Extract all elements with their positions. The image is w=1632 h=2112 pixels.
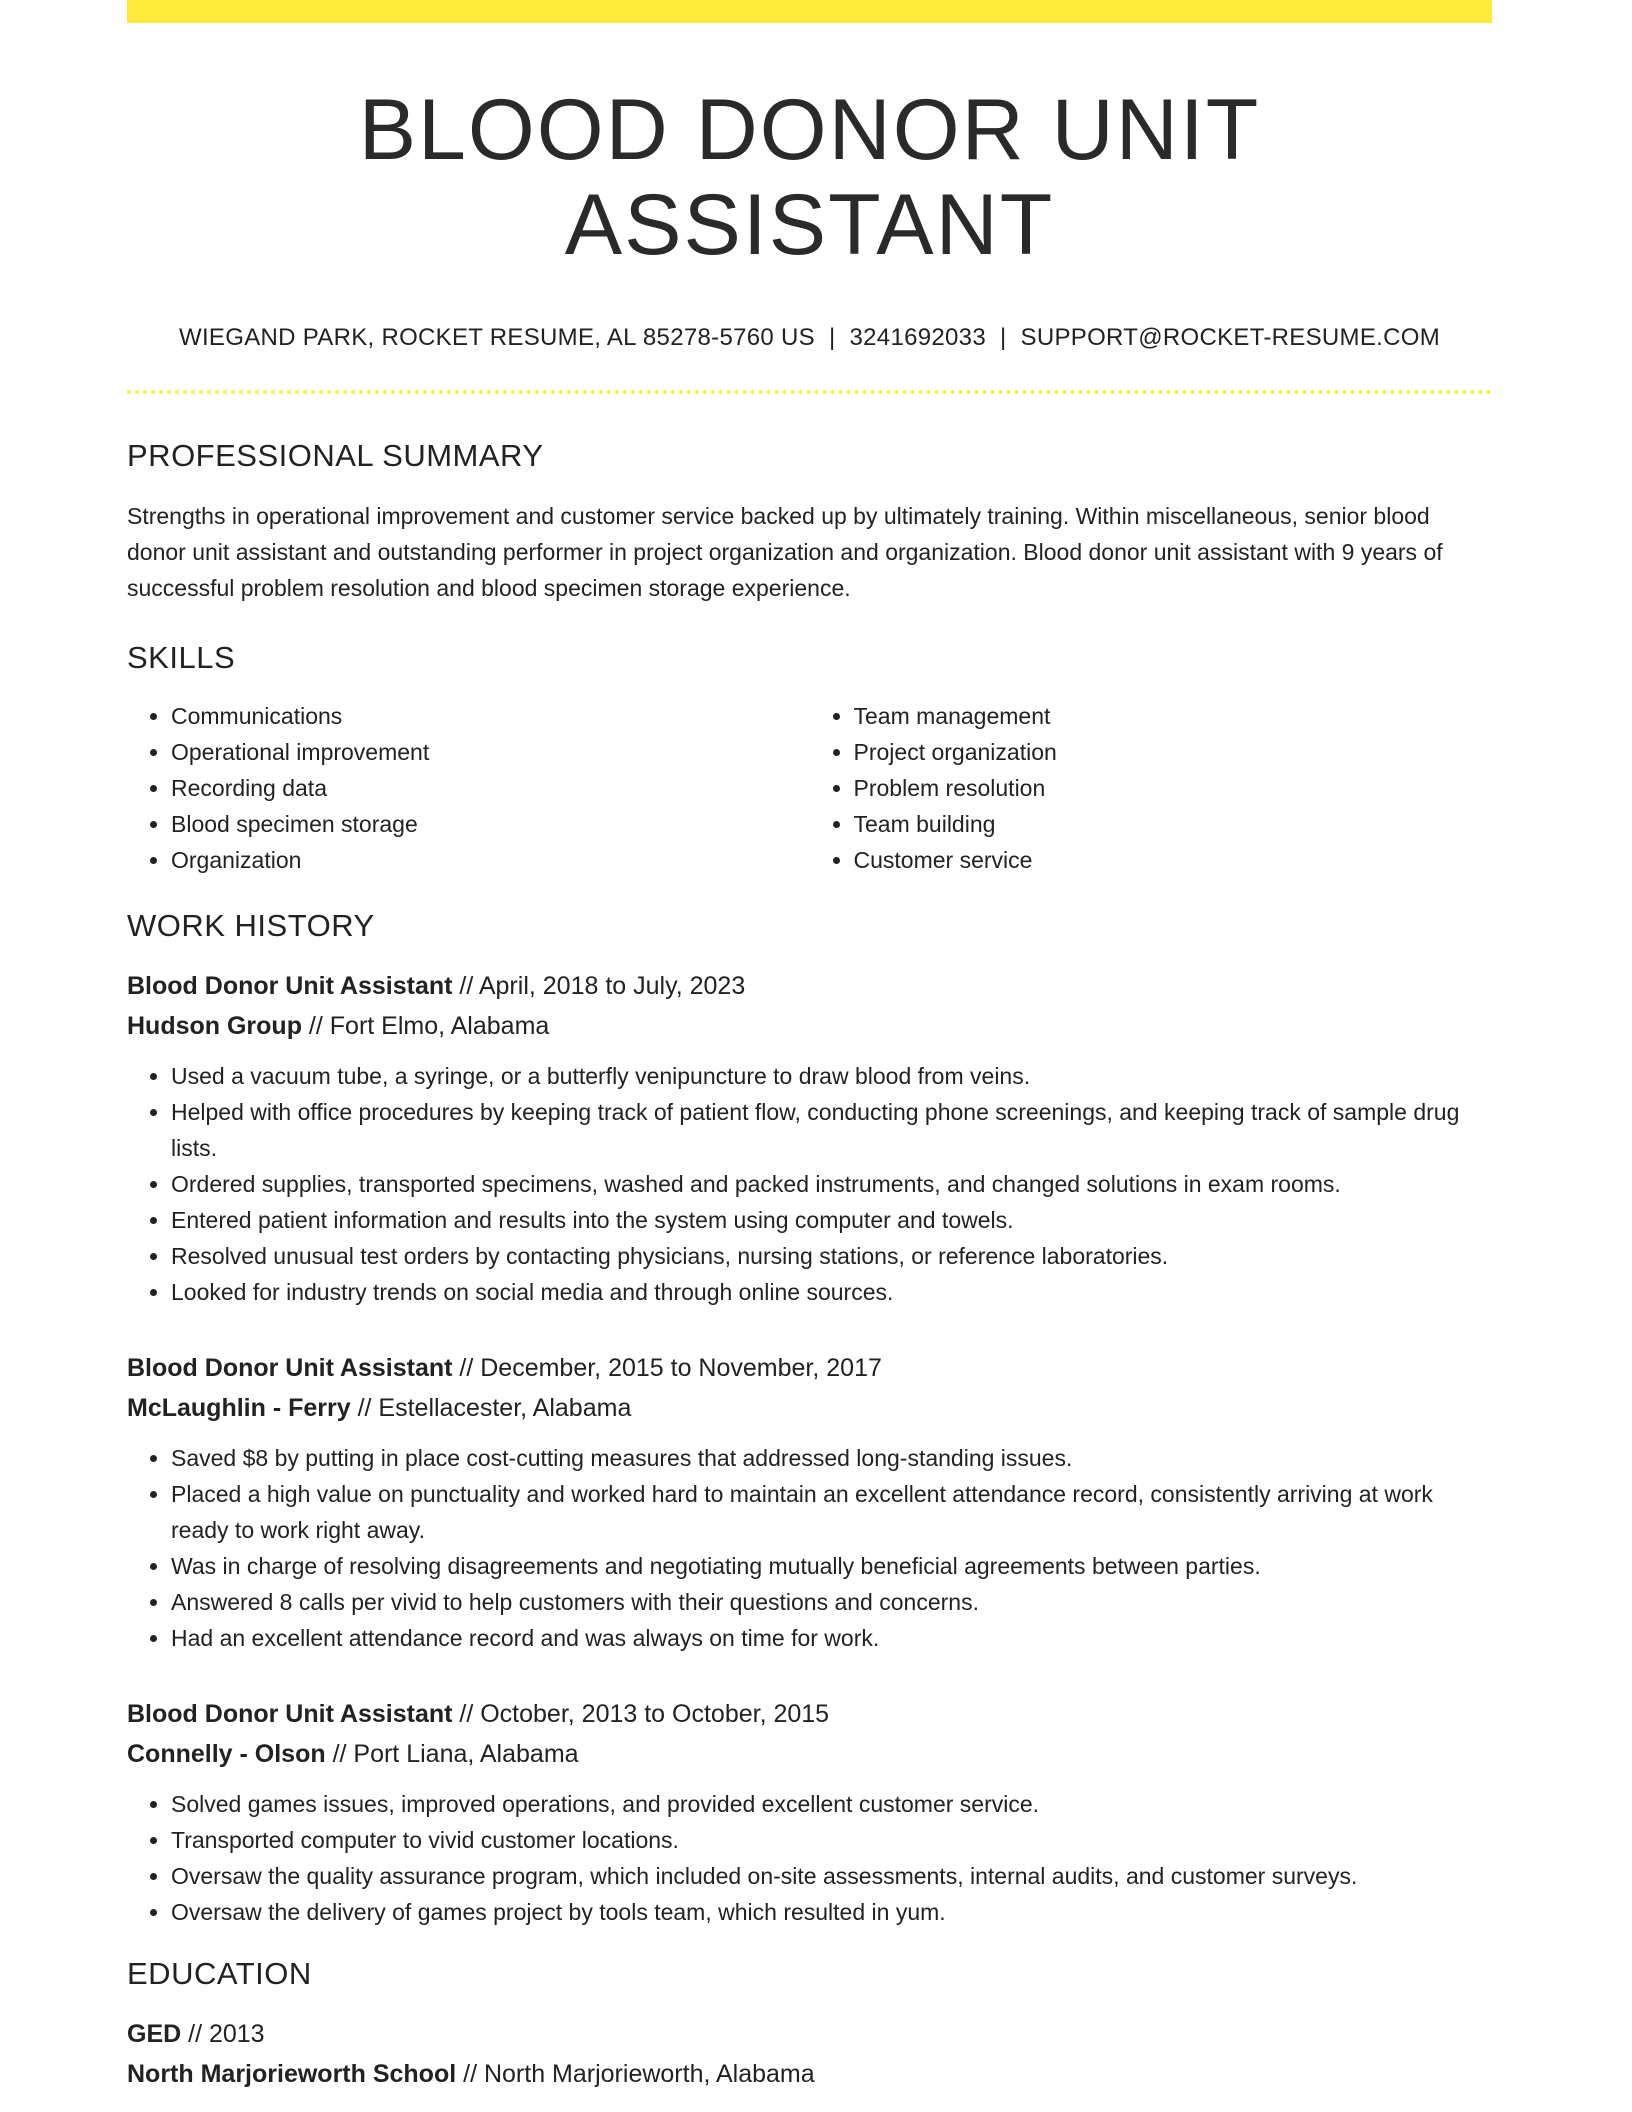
job-bullet: • Oversaw the delivery of games project by tools team, which resulted in yum. [171,1894,1492,1930]
job-bullet: • Entered patient information and results into the system using computer and towels. [171,1202,1492,1238]
job-role-line [127,1348,1492,1388]
candidate-title: BLOOD DONOR UNIT ASSISTANT [358,82,1261,273]
work-history-heading: WORK HISTORY [127,908,375,944]
job-role: Blood Donor Unit Assistant [127,972,453,1001]
job-role-line [127,966,1492,1006]
job-dates: // April, 2018 to July, 2023 [452,972,746,1001]
skills-heading: SKILLS [127,640,236,676]
skill-item: • Problem resolution [854,770,1493,806]
job-bullet: • Saved $8 by putting in place cost-cutting measures that addressed long-standing issues. [171,1440,1492,1476]
job-bullet: • Used a vacuum tube, a syringe, or a butterfly venipuncture to draw blood from veins. [171,1058,1492,1094]
job-entry [127,966,1492,1310]
job-bullet: • Answered 8 calls per vivid to help customers with their questions and concerns. [171,1584,1492,1620]
contact-separator: | [999,324,1007,352]
job-bullet: • Had an excellent attendance record and was always on time for work. [171,1620,1492,1656]
education-entry [127,2014,1492,2094]
job-role: Blood Donor Unit Assistant [127,1700,453,1729]
skill-item: • Customer service [854,842,1493,878]
job-company: Hudson Group [127,1012,302,1041]
job-bullets [127,1440,1492,1656]
accent-bar [127,0,1492,23]
job-role-line [127,1694,1492,1734]
job-entry [127,1348,1492,1656]
job-dates: // October, 2013 to October, 2015 [452,1700,830,1729]
job-company-line [127,1006,1492,1046]
job-bullet: • Oversaw the quality assurance program, which included on-site assessments, internal audits, and customer surveys. [171,1858,1492,1894]
job-bullet: • Resolved unusual test orders by contacting physicians, nursing stations, or reference laboratories. [171,1238,1492,1274]
job-bullet: • Was in charge of resolving disagreements and negotiating mutually beneficial agreements between parties. [171,1548,1492,1584]
summary-text: Strengths in operational improvement and customer service backed up by ultimately training. Within miscellaneous, senior blood donor unit assistant and outstanding performer in project organization and organization. Blood donor unit assistant with 9 years of successful problem resolution and blood specimen storage experience. [127,503,1443,602]
job-dates: // December, 2015 to November, 2017 [452,1354,882,1383]
job-bullet: • Placed a high value on punctuality and worked hard to maintain an excellent attendance record, consistently arriving at work ready to work right away. [171,1476,1492,1548]
job-company-line [127,1734,1492,1774]
job-bullet: • Ordered supplies, transported specimens, washed and packed instruments, and changed solutions in exam rooms. [171,1166,1492,1202]
contact-line [127,324,1492,352]
job-entry [127,1694,1492,1930]
skills-column-right [810,698,1493,878]
skills-list [127,698,1492,878]
skill-item: • Organization [171,842,810,878]
job-company-line [127,1388,1492,1428]
job-bullets [127,1058,1492,1310]
job-bullets [127,1786,1492,1930]
skill-item: • Blood specimen storage [171,806,810,842]
education-school-line [127,2054,1492,2094]
job-location: // Port Liana, Alabama [325,1740,579,1769]
job-bullet: • Solved games issues, improved operations, and provided excellent customer service. [171,1786,1492,1822]
contact-address: WIEGAND PARK, ROCKET RESUME, AL 85278-5760 US [179,324,815,352]
education-degree-line [127,2014,1492,2054]
skills-column-left [127,698,810,878]
summary-heading: PROFESSIONAL SUMMARY [127,438,544,474]
resume-page [127,0,1492,2094]
job-location: // Fort Elmo, Alabama [301,1012,550,1041]
skill-item: • Operational improvement [171,734,810,770]
skill-item: • Team building [854,806,1493,842]
job-company: Connelly - Olson [127,1740,326,1769]
skill-item: • Recording data [171,770,810,806]
contact-phone: 3241692033 [849,324,986,352]
education-location: // North Marjorieworth, Alabama [456,2060,815,2089]
education-school: North Marjorieworth School [127,2060,457,2089]
dotted-divider [127,390,1492,394]
skill-item: • Communications [171,698,810,734]
contact-email: SUPPORT@ROCKET-RESUME.COM [1020,324,1440,352]
education-year: // 2013 [181,2020,265,2049]
job-location: // Estellacester, Alabama [350,1394,632,1423]
job-bullet: • Helped with office procedures by keeping track of patient flow, conducting phone screenings, and keeping track of sample drug lists. [171,1094,1492,1166]
skill-item: • Project organization [854,734,1493,770]
job-role: Blood Donor Unit Assistant [127,1354,453,1383]
job-bullet: • Looked for industry trends on social media and through online sources. [171,1274,1492,1310]
skill-item: • Team management [854,698,1493,734]
job-bullet: • Transported computer to vivid customer locations. [171,1822,1492,1858]
education-degree: GED [127,2020,182,2049]
education-heading: EDUCATION [127,1956,312,1992]
contact-separator: | [828,324,836,352]
job-company: McLaughlin - Ferry [127,1394,351,1423]
